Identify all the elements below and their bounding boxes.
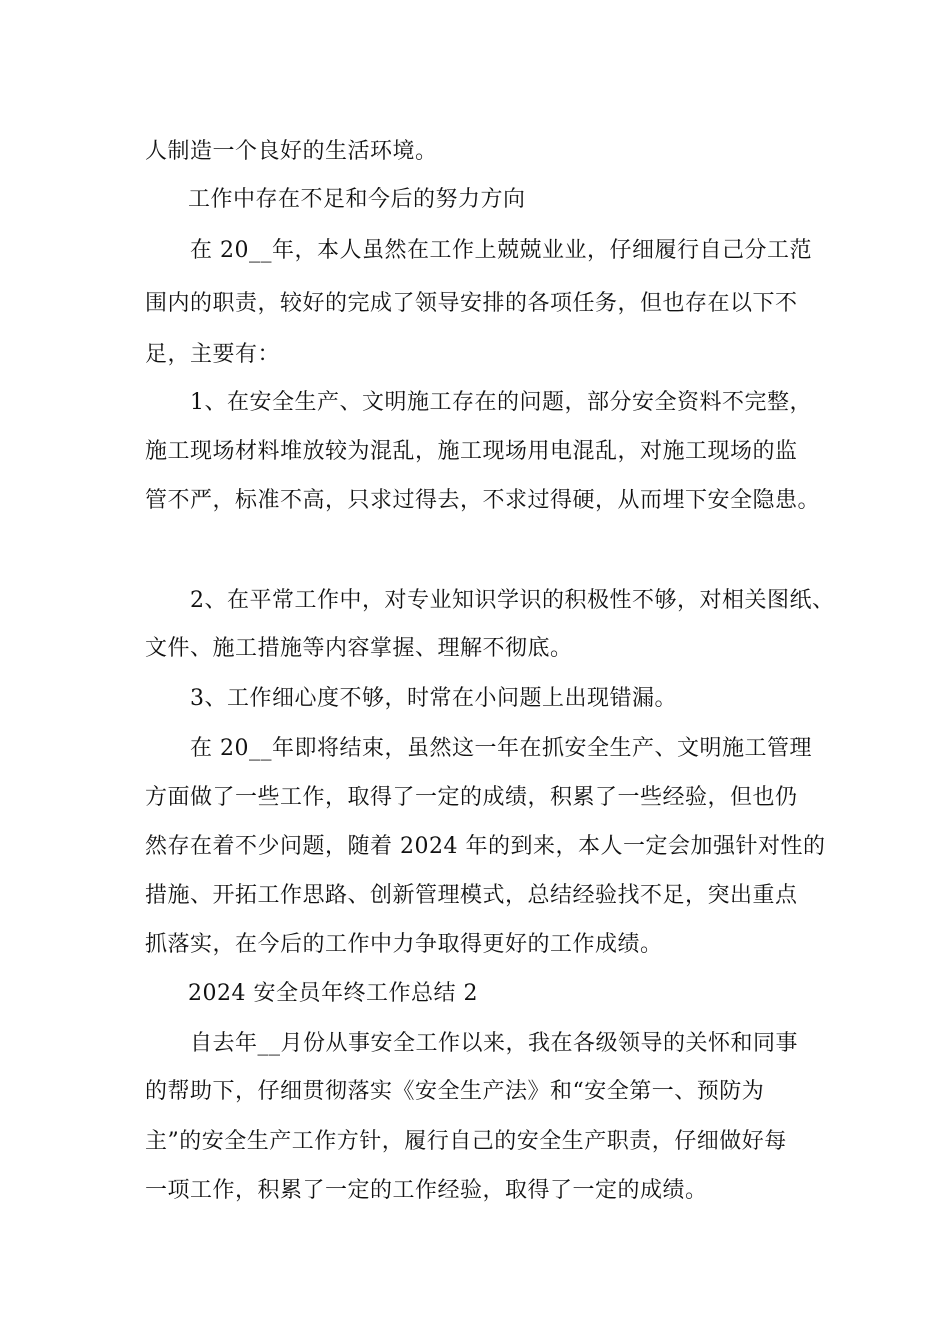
paragraph-line: 在 20__年，本人虽然在工作上兢兢业业，仔细履行自己分工范	[190, 238, 812, 263]
list-item-line: 管不严，标准不高，只求过得去，不求过得硬，从而埋下安全隐患。	[145, 488, 821, 513]
list-item-line: 3、工作细心度不够，时常在小问题上出现错漏。	[190, 686, 677, 711]
list-item-line: 文件、施工措施等内容掌握、理解不彻底。	[145, 636, 573, 661]
paragraph-line: 措施、开拓工作思路、创新管理模式，总结经验找不足，突出重点	[145, 883, 798, 908]
section-heading: 工作中存在不足和今后的努力方向	[188, 187, 526, 212]
paragraph-line: 然存在着不少问题，随着 2024 年的到来，本人一定会加强针对性的	[145, 834, 826, 859]
paragraph-line: 方面做了一些工作，取得了一定的成绩，积累了一些经验，但也仍	[145, 785, 798, 810]
section-heading: 2024 安全员年终工作总结 2	[188, 981, 478, 1006]
list-item-line: 施工现场材料堆放较为混乱，施工现场用电混乱，对施工现场的监	[145, 439, 798, 464]
paragraph-line: 自去年__月份从事安全工作以来，我在各级领导的关怀和同事	[190, 1031, 799, 1056]
paragraph-line: 在 20__年即将结束，虽然这一年在抓安全生产、文明施工管理	[190, 736, 812, 761]
paragraph-line: 主”的安全生产工作方针，履行自己的安全生产职责，仔细做好每	[145, 1129, 787, 1154]
paragraph-line: 抓落实，在今后的工作中力争取得更好的工作成绩。	[145, 932, 663, 957]
paragraph-line: 的帮助下，仔细贯彻落实《安全生产法》和“安全第一、预防为	[145, 1079, 765, 1104]
paragraph-line: 足，主要有：	[145, 342, 281, 367]
paragraph-line: 围内的职责，较好的完成了领导安排的各项任务，但也存在以下不	[145, 291, 798, 316]
list-item-line: 2、在平常工作中，对专业知识学识的积极性不够，对相关图纸、	[190, 588, 835, 613]
list-item-line: 1、在安全生产、文明施工存在的问题，部分安全资料不完整，	[190, 390, 812, 415]
paragraph-line: 人制造一个良好的生活环境。	[145, 139, 438, 164]
paragraph-line: 一项工作，积累了一定的工作经验，取得了一定的成绩。	[145, 1178, 708, 1203]
